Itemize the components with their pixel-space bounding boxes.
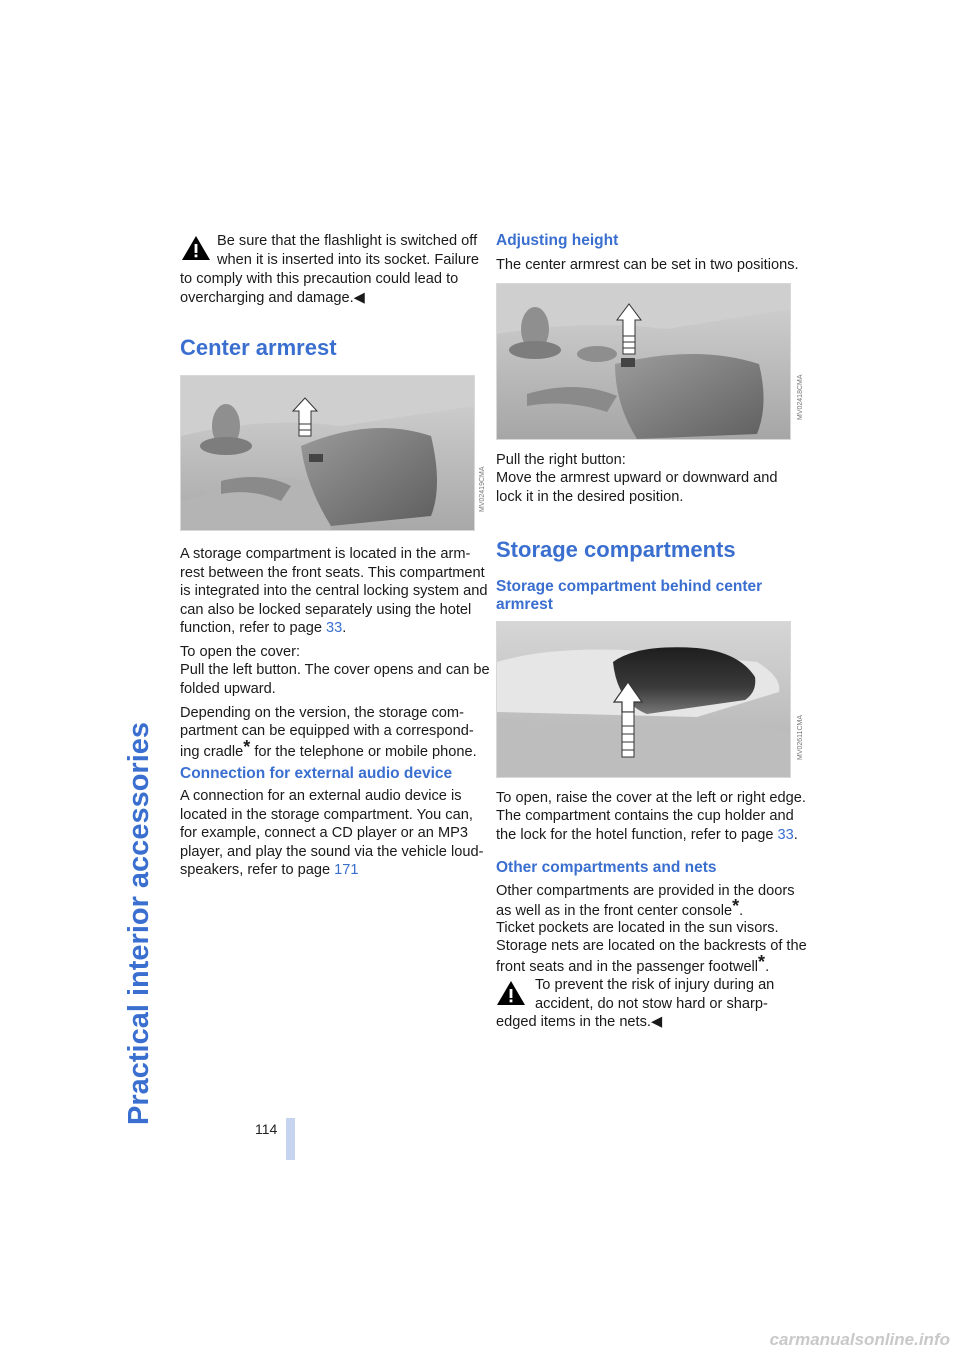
storage-compartment-illustration bbox=[496, 621, 791, 778]
move-line2: lock it in the desired position. bbox=[496, 489, 684, 505]
side-title-text: Practical interior accessories bbox=[123, 721, 155, 1125]
para1-line2: rest between the front seats. This compartment bbox=[180, 565, 485, 581]
warning1-line1: Be sure that the flashlight is switched off bbox=[217, 233, 478, 249]
para4-line1: A connection for an external audio device is bbox=[180, 788, 462, 804]
figure3-code: MV02611CMA bbox=[797, 714, 804, 760]
other-line2-prefix: as well as in the front center console bbox=[496, 903, 733, 919]
para4-prefix: speakers, refer to page bbox=[180, 862, 335, 878]
heading-other-compartments: Other compartments and nets bbox=[496, 859, 717, 876]
warning2-line3: edged items in the nets.◀ bbox=[496, 1014, 663, 1030]
para4-line5 bbox=[180, 861, 359, 880]
para1-suffix: . bbox=[342, 620, 347, 636]
other-line2 bbox=[496, 896, 744, 921]
armrest-illustration bbox=[180, 375, 475, 531]
optional-star-2: * bbox=[732, 896, 740, 916]
para1-line5 bbox=[180, 619, 346, 638]
open-prefix: the lock for the hotel function, refer to page bbox=[496, 827, 778, 843]
other-line2-suffix: . bbox=[739, 903, 744, 919]
pull-right-button: Pull the right button: bbox=[496, 452, 626, 468]
page-bar bbox=[286, 1118, 295, 1160]
adjust-text: The center armrest can be set in two positions. bbox=[496, 257, 799, 273]
heading-behind-armrest-line1: Storage compartment behind center bbox=[496, 578, 763, 595]
para2-line2: Pull the left button. The cover opens and can be bbox=[180, 662, 490, 678]
para4-line2: located in the storage compartment. You can, bbox=[180, 807, 473, 823]
watermark-logo: carmanualsonline.info bbox=[769, 1330, 950, 1349]
warning1-line2: when it is inserted into its socket. Failure bbox=[217, 252, 479, 268]
side-title bbox=[122, 722, 156, 1125]
warning1-line4: overcharging and damage.◀ bbox=[180, 290, 365, 306]
move-line1: Move the armrest upward or downward and bbox=[496, 470, 778, 486]
warning-icon bbox=[181, 235, 211, 261]
para4-line3: for example, connect a CD player or an MP3 bbox=[180, 825, 468, 841]
warning2-line2: accident, do not stow hard or sharp- bbox=[535, 996, 768, 1012]
other-line5-prefix: front seats and in the passenger footwell bbox=[496, 959, 759, 975]
other-line3: Ticket pockets are located in the sun visors. bbox=[496, 920, 779, 936]
open-suffix: . bbox=[793, 827, 798, 843]
para1-line4: can also be locked separately using the hotel bbox=[180, 602, 472, 618]
page-link-33[interactable]: 33 bbox=[326, 620, 343, 636]
warning1-line3: to comply with this precaution could lead to bbox=[180, 271, 459, 287]
optional-star-3: * bbox=[758, 952, 766, 972]
heading-center-armrest: Center armrest bbox=[180, 335, 337, 360]
page-number: 114 bbox=[255, 1121, 278, 1137]
para3-line2: partment can be equipped with a correspond- bbox=[180, 723, 474, 739]
para1-line3: is integrated into the central locking system and bbox=[180, 583, 488, 599]
para1-prefix: function, refer to page bbox=[180, 620, 327, 636]
other-line4: Storage nets are located on the backrests of the bbox=[496, 938, 807, 954]
page-link-171[interactable]: 171 bbox=[334, 862, 359, 878]
other-line5-suffix: . bbox=[765, 959, 770, 975]
page-link-33b[interactable]: 33 bbox=[777, 827, 794, 843]
warning2-line1: To prevent the risk of injury during an bbox=[535, 977, 775, 993]
para3-suffix: for the telephone or mobile phone. bbox=[250, 744, 477, 760]
para3-line1: Depending on the version, the storage com- bbox=[180, 705, 464, 721]
heading-storage-compartments: Storage compartments bbox=[496, 537, 736, 562]
other-line5 bbox=[496, 952, 770, 977]
heading-behind-armrest-line2: armrest bbox=[496, 596, 553, 613]
other-line1: Other compartments are provided in the doors bbox=[496, 883, 795, 899]
armrest-height-illustration bbox=[496, 283, 791, 440]
open-line2: The compartment contains the cup holder and bbox=[496, 808, 794, 824]
para1-line1: A storage compartment is located in the arm- bbox=[180, 546, 471, 562]
open-line3 bbox=[496, 826, 798, 845]
para4-line4: player, and play the sound via the vehicle loud- bbox=[180, 844, 484, 860]
optional-star: * bbox=[243, 737, 251, 757]
para3-line3 bbox=[180, 737, 477, 762]
para2-line3: folded upward. bbox=[180, 681, 276, 697]
figure2-code: MV02418CMA bbox=[797, 374, 804, 420]
para2-line1: To open the cover: bbox=[180, 644, 301, 660]
open-line1: To open, raise the cover at the left or right edge. bbox=[496, 790, 806, 806]
warning-icon-2 bbox=[496, 980, 526, 1006]
heading-adjusting-height: Adjusting height bbox=[496, 232, 619, 249]
heading-audio-connection: Connection for external audio device bbox=[180, 765, 453, 782]
para3-prefix: ing cradle bbox=[180, 744, 244, 760]
figure1-code: MV02419CMA bbox=[479, 466, 486, 512]
